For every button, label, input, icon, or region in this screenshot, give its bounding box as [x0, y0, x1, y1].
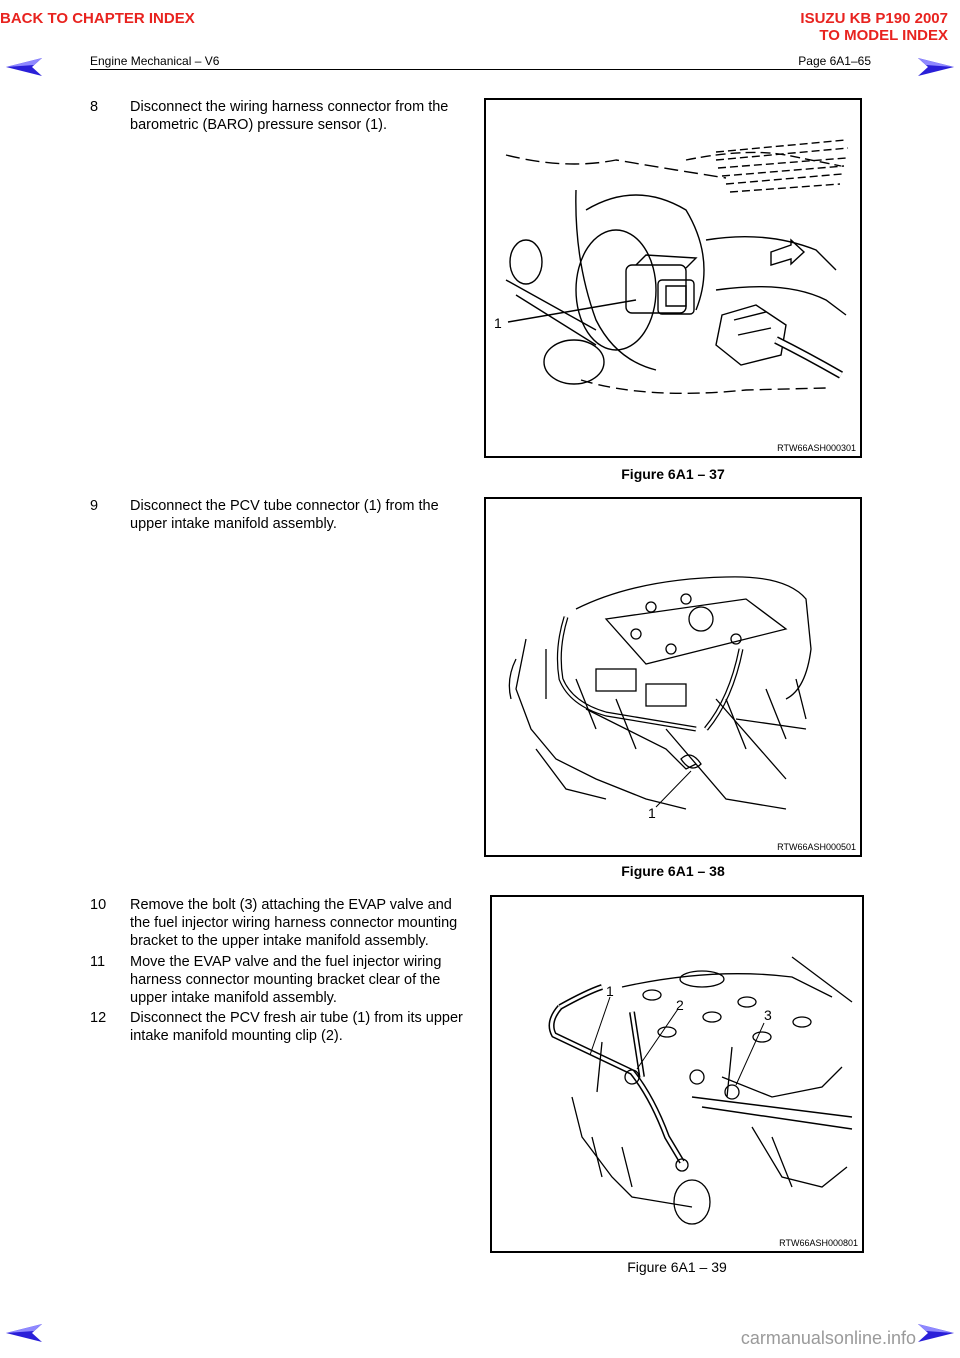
figure-pcv-tube	[484, 497, 862, 857]
step-9	[90, 497, 480, 537]
step-text: Move the EVAP valve and the fuel injector wiring harness connector mounting bracket clear of the upper intake manifold assembly.	[130, 954, 442, 1006]
figure-pcv-fresh-air-tube	[490, 895, 864, 1253]
figure-caption-37: Figure 6A1 – 37	[621, 466, 725, 482]
arrow-left-icon[interactable]	[4, 56, 44, 78]
step-11	[90, 953, 490, 1009]
callout-1: 1	[606, 983, 614, 999]
callout-3: 3	[764, 1007, 772, 1023]
step-10	[90, 896, 490, 952]
step-number: 12	[90, 1010, 107, 1026]
back-to-chapter-index-link[interactable]: BACK TO CHAPTER INDEX	[0, 10, 195, 27]
callout-2: 2	[676, 997, 684, 1013]
section-title: Engine Mechanical – V6	[90, 54, 220, 68]
to-model-index-link[interactable]	[800, 10, 948, 44]
callout-1: 1	[494, 315, 502, 331]
page-number: Page 6A1–65	[798, 54, 871, 68]
step-number: 8	[90, 99, 99, 115]
step-number: 10	[90, 897, 107, 913]
baro-sensor-illustration	[486, 100, 860, 456]
model-index-label: TO MODEL INDEX	[819, 27, 948, 44]
callout-1: 1	[648, 805, 656, 821]
step-text: Remove the bolt (3) attaching the EVAP valve and the fuel injector wiring harness connector mounting bracket to the upper intake manifold assembly.	[130, 897, 458, 949]
arrow-right-icon[interactable]	[916, 56, 956, 78]
figure-id: RTW66ASH000301	[777, 443, 856, 453]
figure-baro-sensor	[484, 98, 862, 458]
figure-id: RTW66ASH000501	[777, 842, 856, 852]
arrow-left-icon[interactable]	[4, 1322, 44, 1344]
step-8	[90, 98, 480, 138]
figure-caption-39: Figure 6A1 – 39	[627, 1259, 727, 1275]
step-number: 9	[90, 498, 99, 514]
pcv-fresh-air-tube-illustration	[492, 897, 862, 1251]
arrow-right-icon[interactable]	[916, 1322, 956, 1344]
step-text: Disconnect the PCV tube connector (1) from the upper intake manifold assembly.	[130, 498, 439, 532]
header-rule	[90, 69, 870, 70]
step-text: Disconnect the PCV fresh air tube (1) from its upper intake manifold mounting clip (2).	[130, 1010, 463, 1044]
step-number: 11	[90, 954, 106, 970]
figure-id: RTW66ASH000801	[779, 1238, 858, 1248]
model-title: ISUZU KB P190 2007	[800, 10, 948, 27]
step-12	[90, 1009, 490, 1049]
pcv-tube-illustration	[486, 499, 860, 855]
step-text: Disconnect the wiring harness connector from the barometric (BARO) pressure sensor (1).	[130, 99, 449, 133]
watermark: carmanualsonline.info	[740, 1328, 916, 1348]
figure-caption-38: Figure 6A1 – 38	[621, 863, 725, 879]
